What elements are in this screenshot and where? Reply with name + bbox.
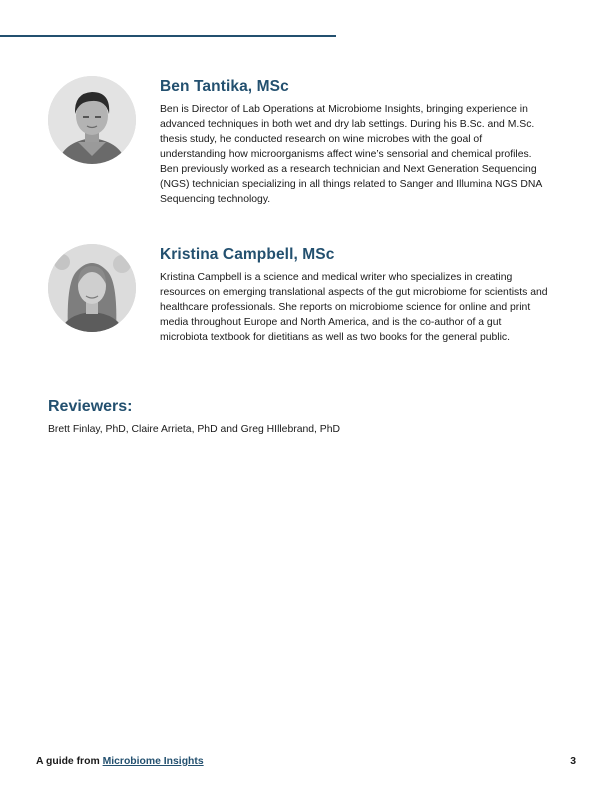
footer-link-microbiome-insights[interactable]: Microbiome Insights — [102, 756, 204, 767]
author-bio: Ben is Director of Lab Operations at Microbiome Insights, bringing experience in advanced techniques in both wet and dry lab settings. During his B.Sc. and M.Sc. thesis study, he conducted research on wine microbes with the goal of understanding how microorganisms affect wine’s sensorial and chemical profiles. Ben previously worked as a research technician and Next Generation Sequencing (NGS) technician specializing in all things related to Sanger and Illumina NGS DNA Sequencing technology. — [160, 104, 542, 205]
reviewers-list: Brett Finlay, PhD, Claire Arrieta, PhD and Greg HIllebrand, PhD — [48, 424, 341, 435]
reviewers-heading: Reviewers: — [48, 398, 133, 415]
footer — [36, 756, 204, 767]
author-bio: Kristina Campbell is a science and medical writer who specializes in creating resources on emerging translational aspects of the gut microbiome for scientists and healthcare professionals. She reports on microbiome science for online and print media throughout Europe and North America, and is the co-author of a gut microbiota textbook for dietitians as well as two books for the general public. — [160, 272, 548, 343]
author-name: Ben Tantika, MSc — [160, 78, 289, 95]
author-photo-kristina-campbell — [48, 244, 136, 332]
author-name: Kristina Campbell, MSc — [160, 246, 335, 263]
top-rule — [0, 35, 336, 37]
author-photo-ben-tantika — [48, 76, 136, 164]
page-number: 3 — [570, 756, 576, 767]
footer-prefix: A guide from — [36, 756, 100, 767]
